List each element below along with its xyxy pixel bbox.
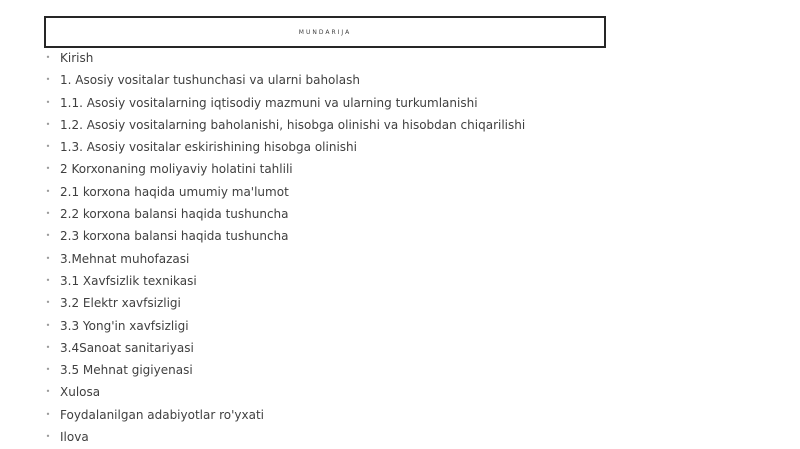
bullet-icon: •	[45, 275, 51, 285]
title-box	[44, 16, 606, 48]
toc-item-label: Ilova	[60, 430, 89, 445]
toc-item	[44, 315, 525, 337]
bullet-icon: •	[45, 253, 51, 263]
toc-item	[44, 181, 525, 203]
toc-item	[44, 136, 525, 158]
toc-item	[44, 203, 525, 225]
bullet-icon: •	[45, 142, 51, 152]
toc-item	[44, 69, 525, 91]
toc-item-label: 3.5 Mehnat gigiyenasi	[60, 363, 193, 378]
bullet-icon: •	[45, 387, 51, 397]
bullet-icon: •	[45, 119, 51, 129]
toc-item	[44, 114, 525, 136]
toc-item	[44, 426, 525, 448]
toc-item	[44, 92, 525, 114]
toc-item-label: 3.2 Elektr xavfsizligi	[60, 296, 181, 311]
bullet-icon: •	[45, 298, 51, 308]
toc-item-label: 3.1 Xavfsizlik texnikasi	[60, 273, 197, 288]
toc-item	[44, 47, 525, 69]
bullet-icon: •	[45, 75, 51, 85]
toc-item-label: Kirish	[60, 51, 94, 65]
toc-item-label: 2.3 korxona balansi haqida tushuncha	[60, 229, 289, 244]
toc-item-label: 3.Mehnat muhofazasi	[60, 251, 190, 266]
bullet-icon: •	[45, 342, 51, 352]
toc-item-label: 3.3 Yong'in xavfsizligi	[60, 318, 189, 333]
bullet-icon: •	[45, 209, 51, 219]
bullet-icon: •	[45, 164, 51, 174]
table-of-contents	[44, 47, 525, 448]
bullet-icon: •	[45, 320, 51, 330]
toc-item-label: 1.2. Asosiy vositalarning baholanishi, hisobga olinishi va hisobdan chiqarilishi	[60, 117, 526, 132]
toc-item	[44, 158, 525, 180]
toc-item	[44, 270, 525, 292]
toc-item-label: 1. Asosiy vositalar tushunchasi va ularni baholash	[60, 73, 360, 88]
toc-item-label: Foydalanilgan adabiyotlar ro'yxati	[60, 407, 265, 422]
page-title: MUNDARIJA	[298, 28, 352, 36]
toc-item-label: 2 Korxonaning moliyaviy holatini tahlili	[60, 162, 293, 177]
bullet-icon: •	[45, 231, 51, 241]
bullet-icon: •	[45, 53, 51, 62]
bullet-icon: •	[45, 97, 51, 107]
toc-item-label: 2.1 korxona haqida umumiy ma'lumot	[60, 184, 289, 199]
toc-item	[44, 225, 525, 247]
toc-item-label: 1.3. Asosiy vositalar eskirishining hisobga olinishi	[60, 140, 357, 155]
bullet-icon: •	[45, 186, 51, 196]
toc-item	[44, 381, 525, 403]
toc-item	[44, 248, 525, 270]
toc-item-label: 3.4Sanoat sanitariyasi	[60, 340, 194, 355]
toc-item-label: 2.2 korxona balansi haqida tushuncha	[60, 207, 289, 222]
toc-item	[44, 404, 525, 426]
toc-item-label: Xulosa	[60, 385, 101, 400]
toc-item	[44, 337, 525, 359]
toc-item	[44, 359, 525, 381]
bullet-icon: •	[45, 409, 51, 419]
bullet-icon: •	[45, 432, 51, 442]
toc-item-label: 1.1. Asosiy vositalarning iqtisodiy mazmuni va ularning turkumlanishi	[60, 95, 478, 110]
toc-item	[44, 292, 525, 314]
bullet-icon: •	[45, 365, 51, 375]
